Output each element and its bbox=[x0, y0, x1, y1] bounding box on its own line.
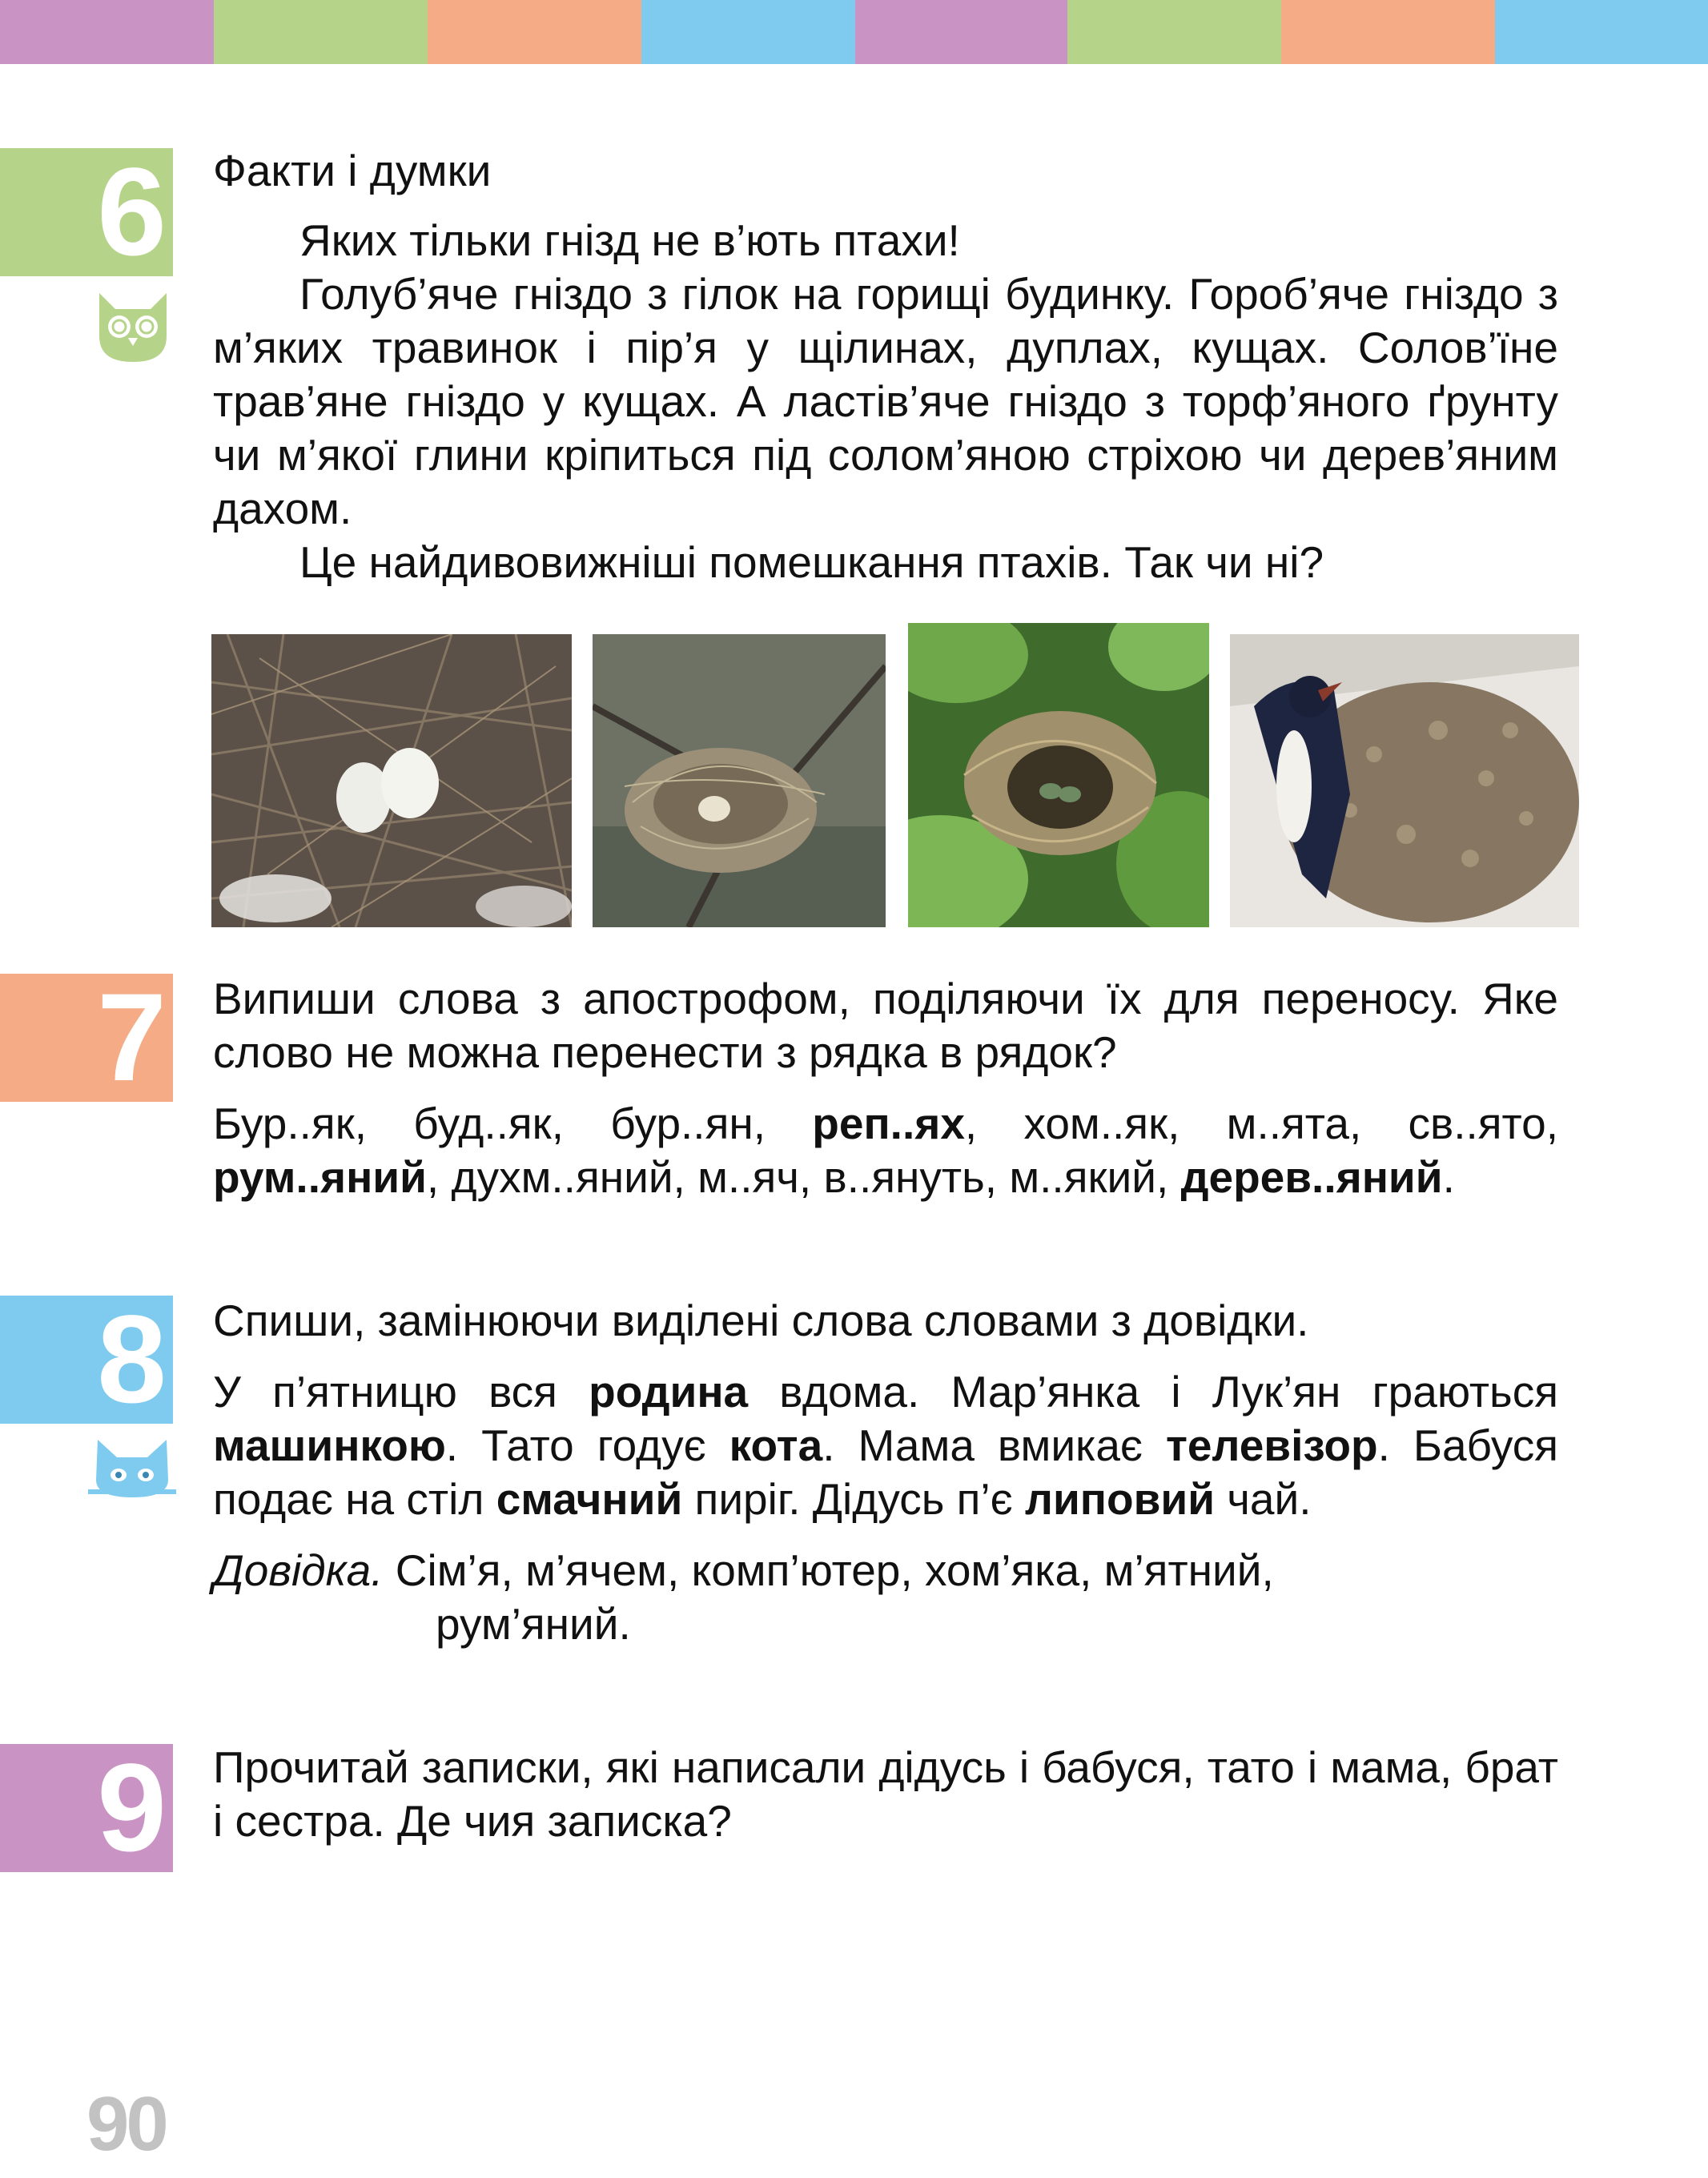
text-fragment: пиріг. Дідусь п’є bbox=[682, 1474, 1025, 1524]
bold-word: смачний bbox=[496, 1474, 683, 1524]
text-fragment: . Мама вмикає bbox=[822, 1421, 1166, 1470]
task7-text bbox=[213, 972, 1558, 1204]
task6-title: Факти і думки bbox=[213, 146, 492, 195]
photo-pigeon-nest bbox=[211, 634, 572, 927]
photo-sparrow-nest bbox=[593, 634, 886, 927]
text-fragment: чай. bbox=[1215, 1474, 1312, 1524]
task-number-6: 6 bbox=[0, 148, 173, 276]
task9-text bbox=[213, 1741, 1558, 1848]
task7-instruction: Випиши слова з апострофом, поділяючи їх для переносу. Яке слово не можна перенести з рядка в рядок? bbox=[213, 974, 1558, 1077]
task6-paragraph-3: Це найдивовижніші помешкання птахів. Так чи ні? bbox=[299, 537, 1324, 587]
owl-icon bbox=[93, 290, 173, 364]
bold-word: кота bbox=[729, 1421, 823, 1470]
reference-label: Довідка. bbox=[213, 1545, 384, 1595]
word-list: Бур..як, буд..як, бур..ян, bbox=[213, 1099, 813, 1148]
stripe bbox=[1067, 0, 1281, 64]
task6-text bbox=[213, 144, 1558, 589]
stripe bbox=[1281, 0, 1495, 64]
task6-paragraph-1: Яких тільки гнізд не в’ють птахи! bbox=[299, 215, 960, 265]
stripe bbox=[428, 0, 641, 64]
task8-instruction: Спиши, замінюючи виділені слова словами з довідки. bbox=[213, 1296, 1309, 1345]
text-fragment: . Бабуся подає на стіл bbox=[213, 1421, 1559, 1524]
bold-word: телевізор bbox=[1165, 1421, 1378, 1470]
stripe bbox=[0, 0, 214, 64]
text-fragment: вдома. Мар’янка і Лук’ян граються bbox=[748, 1367, 1558, 1417]
word-list: , хом..як, м..ята, св..ято, bbox=[964, 1099, 1558, 1148]
text-fragment: У п’ятницю вся bbox=[213, 1367, 589, 1417]
word-list: , духм..яний, м..яч, в..януть, м..який, bbox=[426, 1152, 1181, 1202]
task8-paragraph bbox=[213, 1365, 1558, 1526]
bold-word: липовий bbox=[1025, 1474, 1215, 1524]
task7-words bbox=[213, 1097, 1558, 1204]
task8-reference-continuation: рум’яний. bbox=[436, 1599, 631, 1649]
task8-reference bbox=[213, 1544, 1558, 1597]
cat-icon bbox=[88, 1435, 176, 1499]
text-fragment: . Тато годує bbox=[445, 1421, 729, 1470]
task9-instruction: Прочитай записки, які написали дідусь і бабуся, тато і мама, брат і сестра. Де чия записка? bbox=[213, 1742, 1558, 1846]
stripe bbox=[214, 0, 428, 64]
bold-word: машинкою bbox=[213, 1421, 446, 1470]
bold-word: дерев..яний bbox=[1180, 1152, 1443, 1202]
photo-nightingale-nest bbox=[908, 623, 1209, 927]
reference-words: Сім’я, м’ячем, комп’ютер, хом’яка, м’ятний, bbox=[383, 1545, 1274, 1595]
task-number-9: 9 bbox=[0, 1744, 173, 1872]
page-number: 90 bbox=[86, 2081, 166, 2167]
bold-word: реп..ях bbox=[812, 1099, 965, 1148]
task-number-7: 7 bbox=[0, 974, 173, 1102]
word-list: . bbox=[1442, 1152, 1455, 1202]
stripe bbox=[641, 0, 855, 64]
stripe bbox=[1495, 0, 1708, 64]
task-number-8: 8 bbox=[0, 1296, 173, 1424]
stripe bbox=[855, 0, 1067, 64]
task8-text bbox=[213, 1294, 1558, 1651]
bold-word: родина bbox=[589, 1367, 749, 1417]
photo-swallow-nest bbox=[1230, 634, 1579, 927]
task6-paragraph-2: Голуб’яче гніздо з гілок на горищі будинку. Гороб’яче гніздо з м’яких травинок і пір’я у щілинах, дуплах, кущах. Солов’їне трав’яне гніздо у кущах. А ластів’яче гніздо з торф’яного ґрунту чи м’якої глини кріпиться під солом’яною стріхою чи дерев’яним дахом. bbox=[213, 269, 1558, 533]
bold-word: рум..яний bbox=[213, 1152, 427, 1202]
